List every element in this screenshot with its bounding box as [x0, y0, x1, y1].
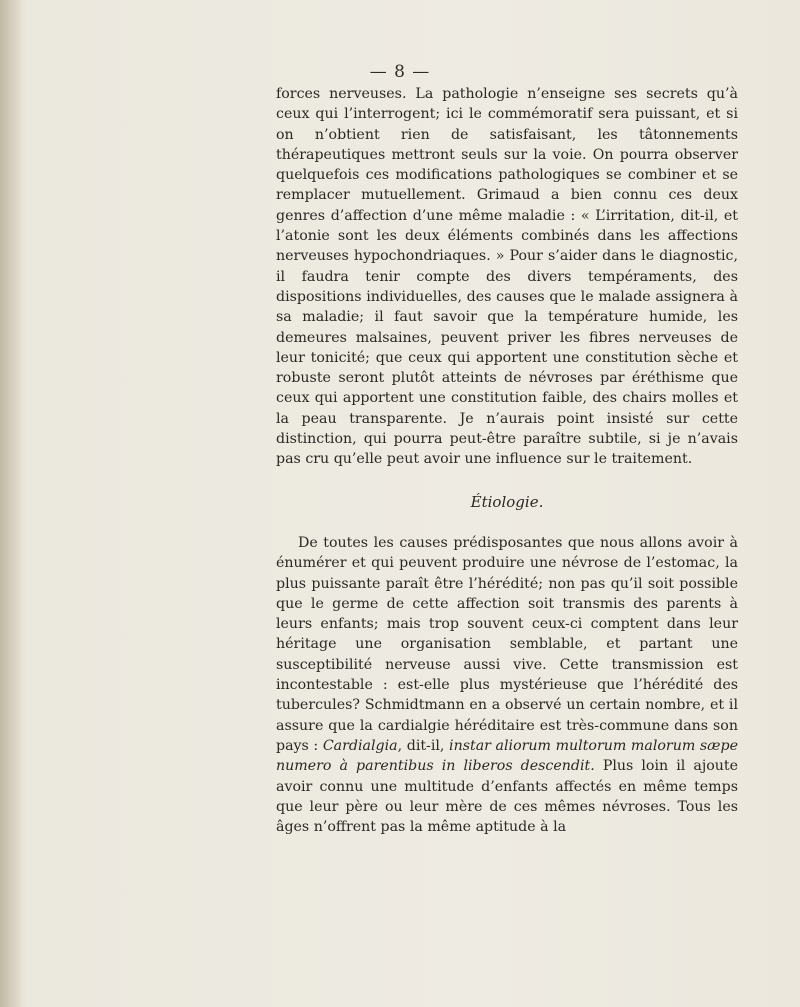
body-text — [276, 84, 738, 837]
page-number: — 8 — — [369, 62, 431, 82]
section-title-etiologie: Étiologie. — [470, 492, 544, 511]
paragraph-2-text-2: , dit-il, — [397, 737, 445, 754]
binding-edge — [0, 0, 22, 1007]
paragraph-2-text-1: De toutes les causes prédisposantes que nous allons avoir à énumérer et qui peuvent produire une névrose de l’estomac, la plus puissante paraît être l’hérédité; non pas qu’il soit possible que le germe de cette affection soit transmis des parents à leurs enfants; mais trop souvent ceux-ci comptent dans leur héritage une organisation semblable, et partant une susceptibilité nerveuse aussi vive. Cette transmission est incontestable : est-elle plus mystérieuse que l’hérédité des tubercules? Schmidtmann en a observé un certain nombre, et il assure que la cardialgie héréditaire est très-commune dans son pays : — [276, 534, 738, 754]
paragraph-1: forces nerveuses. La pathologie n’enseigne ses secrets qu’à ceux qui l’interrogent; ici le commémoratif sera puissant, et si on n’obtient rien de satisfaisant, les tâtonnements thérapeutiques mettront seuls sur la voie. On pourra observer quelquefois ces modifications pathologiques se combiner et se remplacer mutuellement. Grimaud a bien connu ces deux genres d’affection d’une même maladie : « L’irritation, dit-il, et l’atonie sont les deux éléments combinés dans les affections nerveuses hypochondriaques. » Pour s’aider dans le diagnostic, il faudra tenir compte des divers tempéraments, des dispositions individuelles, des causes que le malade assignera à sa maladie; il faut savoir que la température humide, les demeures malsaines, peuvent priver les fibres nerveuses de leur tonicité; que ceux qui apportent une constitution sèche et robuste seront plutôt atteints de névroses par éréthisme que ceux qui apportent une constitution faible, des chairs molles et la peau transparente. Je n’aurais point insisté sur cette distinction, qui pourra peut-être paraître subtile, si je n’avais pas cru qu’elle peut avoir une influence sur le traitement. — [276, 86, 738, 468]
latin-quote-2: instar aliorum multorum malorum sæpe numero à parentibus in liberos descendit. — [276, 737, 738, 775]
paragraph-2-text-3: Plus loin il ajoute avoir connu une multitude d’enfants affectés en même temps que leur père ou leur mère de ces mêmes névroses. Tous les âges n’offrent pas la même aptitude à la — [276, 758, 738, 836]
latin-quote-1: Cardialgia — [322, 737, 398, 754]
paragraph-2 — [276, 533, 738, 837]
